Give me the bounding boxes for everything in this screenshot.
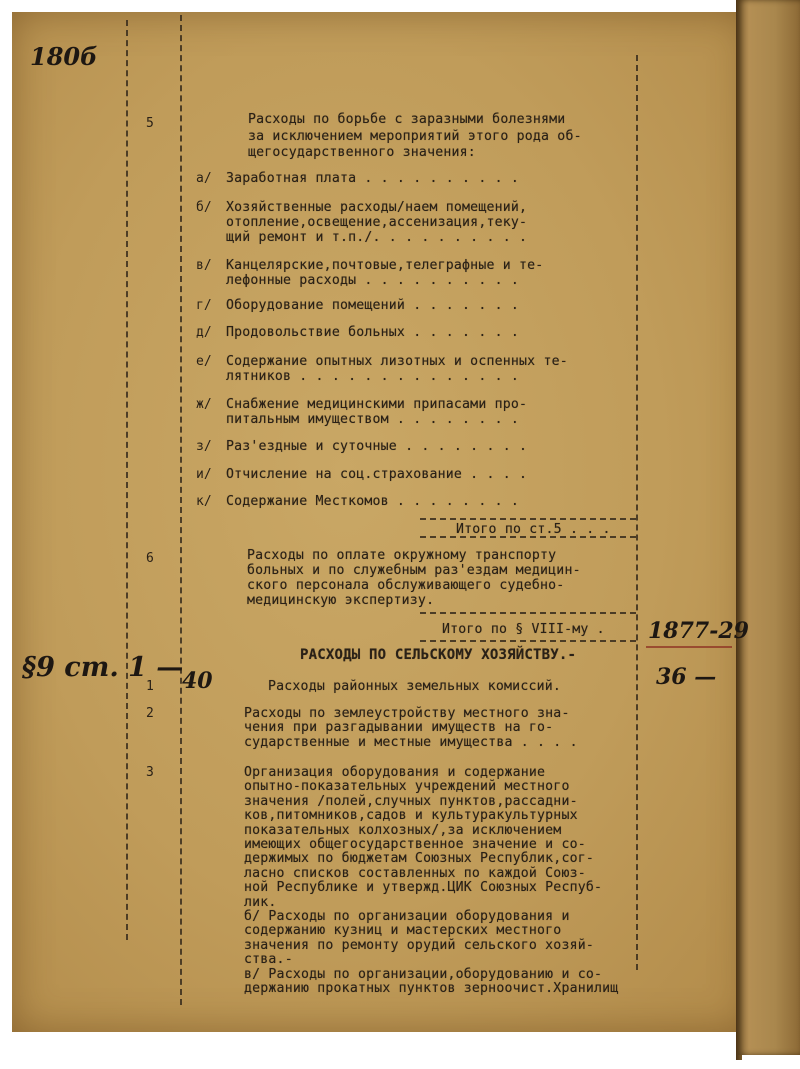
agriculture-row-number: 2 bbox=[146, 706, 154, 721]
section-viii-total: Итого по § VIII-му . bbox=[442, 622, 605, 637]
amount-handwritten: 36 — bbox=[656, 664, 717, 690]
item-marker: ж/ bbox=[196, 397, 212, 412]
item-marker: и/ bbox=[196, 467, 212, 482]
total-amount-handwritten: 1877-29 bbox=[648, 618, 749, 644]
adjacent-page-strip bbox=[738, 0, 800, 1055]
section-5-heading-line: Расходы по борьбе с заразными болезнями bbox=[248, 112, 566, 127]
item-text: Продовольствие больных . . . . . . . bbox=[226, 325, 520, 340]
agriculture-row-line: ства.- bbox=[244, 952, 293, 968]
section-6-number: 6 bbox=[146, 551, 154, 566]
agriculture-row-line: имеющих общегосударственное значение и со- bbox=[244, 837, 586, 852]
agriculture-row-line: в/ Расходы по организации,оборудованию и со- bbox=[244, 966, 603, 982]
agriculture-row-number: 1 bbox=[146, 679, 154, 694]
item-text: Хозяйственные расходы/наем помещений, bbox=[226, 200, 528, 215]
agriculture-row-line: ласно списков составленных по каждой Союз- bbox=[244, 865, 586, 881]
agriculture-row-line: сударственные и местные имущества . . . . bbox=[244, 734, 578, 750]
section-6-line: медицинскую экспертизу. bbox=[247, 593, 435, 608]
section-5-number: 5 bbox=[146, 116, 154, 131]
section-5-total: Итого по ст.5 . . . bbox=[456, 522, 611, 537]
agriculture-row-line: опытно-показательных учреждений местного bbox=[244, 779, 570, 795]
item-marker: а/ bbox=[196, 171, 212, 186]
total-underline bbox=[646, 646, 732, 648]
total-rule-top bbox=[420, 518, 636, 520]
section-viii-rule-lower bbox=[420, 640, 636, 642]
section-6-line: Расходы по оплате окружному транспорту bbox=[247, 548, 557, 563]
margin-reference: §9 ст. 1 — bbox=[22, 652, 184, 683]
section-5-heading-line: за исключением мероприятий этого рода об- bbox=[248, 129, 582, 144]
item-text: Оборудование помещений . . . . . . . bbox=[226, 298, 520, 313]
agriculture-row-line: ков,питомников,садов и культуракультурных bbox=[244, 808, 578, 824]
section-5-heading-line: щегосударственного значения: bbox=[248, 145, 476, 160]
item-text: лятников . . . . . . . . . . . . . . bbox=[226, 369, 520, 384]
item-marker: г/ bbox=[196, 298, 212, 313]
agriculture-row-line: Организация оборудования и содержание bbox=[244, 765, 546, 780]
agriculture-row-number: 3 bbox=[146, 765, 154, 780]
amount-rule bbox=[636, 55, 638, 970]
item-text: лефонные расходы . . . . . . . . . . bbox=[226, 273, 520, 288]
section-6-line: ского персонала обслуживающего судебно- bbox=[247, 578, 565, 593]
agriculture-row-line: Расходы по землеустройству местного зна- bbox=[244, 706, 570, 721]
agriculture-row-line: держанию прокатных пунктов зерноочист.Хранилищ bbox=[244, 981, 619, 996]
item-marker: к/ bbox=[196, 494, 212, 509]
item-text: Содержание Месткомов . . . . . . . . bbox=[226, 494, 520, 509]
item-marker: в/ bbox=[196, 258, 212, 273]
item-marker: е/ bbox=[196, 354, 212, 369]
folio-number: 180б bbox=[30, 42, 98, 71]
agriculture-row-line: показательных колхозных/,за исключением bbox=[244, 822, 562, 838]
margin-amount: 40 bbox=[182, 668, 213, 694]
item-text: Канцелярские,почтовые,телеграфные и те- bbox=[226, 258, 544, 273]
item-text: щий ремонт и т.п./. . . . . . . . . . bbox=[226, 230, 528, 245]
item-text: Отчисление на соц.страхование . . . . bbox=[226, 467, 528, 482]
item-text: Заработная плата . . . . . . . . . . bbox=[226, 171, 520, 186]
item-marker: б/ bbox=[196, 200, 212, 215]
section-viii-rule bbox=[420, 612, 636, 614]
agriculture-row-line: Расходы районных земельных комиссий. bbox=[268, 679, 562, 694]
agriculture-row-line: ной Республике и утвержд.ЦИК Союзных Респуб- bbox=[244, 880, 603, 896]
item-text: отопление,освещение,ассенизация,теку- bbox=[226, 215, 528, 230]
agriculture-row-line: чения при разгадывании имуществ на го- bbox=[244, 720, 554, 736]
item-text: Снабжение медицинскими припасами про- bbox=[226, 397, 528, 412]
agriculture-row-line: значения /полей,случных пунктов,рассадни- bbox=[244, 793, 578, 809]
agriculture-row-line: значения по ремонту орудий сельского хозяй- bbox=[244, 937, 595, 953]
item-marker: д/ bbox=[196, 325, 212, 340]
margin-rule-number bbox=[180, 15, 182, 1005]
item-text: Раз'ездные и суточные . . . . . . . . bbox=[226, 439, 528, 454]
margin-rule-left bbox=[126, 20, 128, 940]
agriculture-row-line: лик. bbox=[244, 894, 277, 910]
section-6-line: больных и по служебным раз'ездам медицин- bbox=[247, 563, 581, 578]
item-text: питальным имуществом . . . . . . . . bbox=[226, 412, 520, 427]
agriculture-row-line: б/ Расходы по организации оборудования и bbox=[244, 909, 570, 924]
agriculture-row-line: держимых по бюджетам Союзных Республик,сог- bbox=[244, 851, 595, 867]
item-text: Содержание опытных лизотных и оспенных те- bbox=[226, 354, 568, 369]
item-marker: з/ bbox=[196, 439, 212, 454]
agriculture-title: РАСХОДЫ ПО СЕЛЬСКОМУ ХОЗЯЙСТВУ.- bbox=[300, 647, 577, 663]
agriculture-row-line: содержанию кузниц и мастерских местного bbox=[244, 923, 562, 939]
